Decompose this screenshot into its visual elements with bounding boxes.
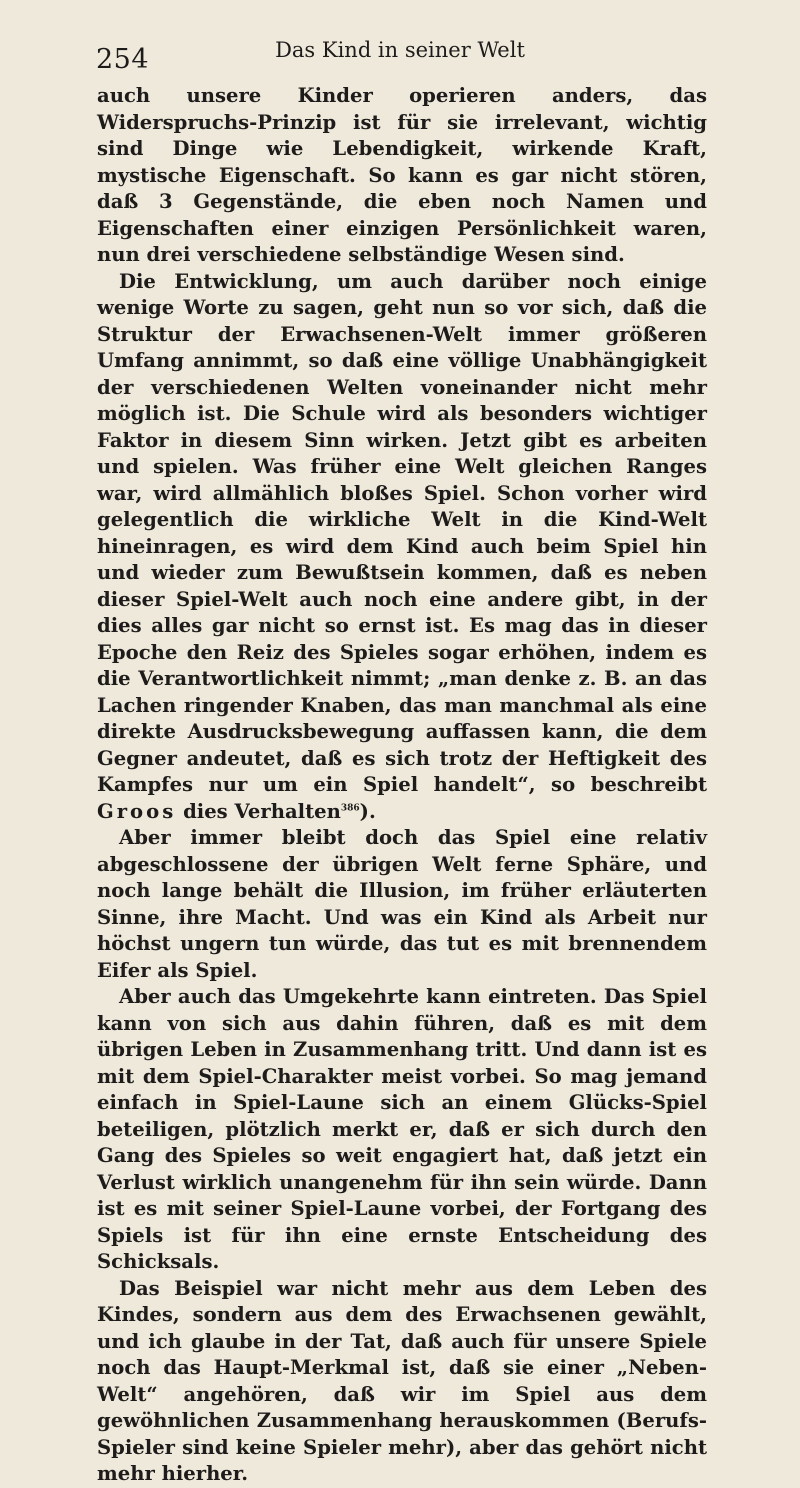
page-header bbox=[0, 38, 800, 78]
paragraph-4: Aber auch das Umgekehrte kann eintreten. Das Spiel kann von sich aus dahin führen, daß es mit dem übrigen Leben in Zusammenhang tritt. Und dann ist es mit dem Spiel-Charakter meist vorbei. So mag jemand einfach in Spiel-Laune sich an einem Glücks-Spiel beteiligen, plötzlich merkt er, daß er sich durch den Gang des Spieles so weit engagiert hat, daß jetzt ein Verlust wirklich unangenehm für ihn sein würde. Dann ist es mit seiner Spiel-Laune vorbei, der Fortgang des Spiels ist für ihn eine ernste Entscheidung des Schicksals. bbox=[97, 985, 707, 1273]
paragraph-2-text: Die Entwicklung, um auch darüber noch einige wenige Worte zu sagen, geht nun so vor sich, daß die Struktur der Erwachsenen-Welt immer größeren Umfang annimmt, so daß eine völlige Unabhängigkeit der verschiedenen Welten voneinander nicht mehr möglich ist. Die Schule wird als besonders wichtiger Faktor in diesem Sinn wirken. Jetzt gibt es arbeiten und spielen. Was früher eine Welt gleichen Ranges war, wird allmählich bloßes Spiel. Schon vorher wird gelegentlich die wirkliche Welt in die Kind-Welt hineinragen, es wird dem Kind auch beim Spiel hin und wieder zum Bewußtsein kommen, daß es neben dieser Spiel-Welt auch noch eine andere gibt, in der dies alles gar nicht so ernst ist. Es mag das in dieser Epoche den Reiz des Spieles sogar erhöhen, indem es die Verantwortlichkeit nimmt; „man denke z. B. an das Lachen ringender Knaben, das man manchmal als eine direkte Ausdrucksbewegung auffassen kann, die dem Gegner andeutet, daß es sich trotz der Heftigkeit des Kampfes nur um ein Spiel handelt“, so beschreibt bbox=[97, 269, 707, 796]
paragraph-2-end: ). bbox=[359, 799, 376, 823]
paragraph-3: Aber immer bleibt doch das Spiel eine relativ abgeschlossene der übrigen Welt ferne Sphäre, und noch lange behält die Illusion, im früher erläuterten Sinne, ihre Macht. Und was ein Kind als Arbeit nur höchst ungern tun würde, das tut es mit brennendem Eifer als Spiel. bbox=[97, 826, 707, 982]
page-number: 254 bbox=[96, 44, 150, 75]
body-text bbox=[97, 83, 707, 1488]
running-title: Das Kind in seiner Welt bbox=[275, 38, 525, 62]
paragraph-2 bbox=[97, 269, 707, 826]
footnote-ref: 386 bbox=[340, 802, 360, 813]
paragraph-1: auch unsere Kinder operieren anders, das Widerspruchs-Prinzip ist für sie irrelevant, wichtig sind Dinge wie Lebendigkeit, wirkende Kraft, mystische Eigenschaft. So kann es gar nicht stören, daß 3 Gegenstände, die eben noch Namen und Eigenschaften einer einzigen Persönlichkeit waren, nun drei verschiedene selbständige Wesen sind. bbox=[97, 84, 707, 266]
author-name: Groos bbox=[97, 799, 177, 823]
paragraph-5: Das Beispiel war nicht mehr aus dem Leben des Kindes, sondern aus dem des Erwachsenen gewählt, und ich glaube in der Tat, daß auch für unsere Spiele noch das Haupt-Merkmal ist, daß sie einer „Neben-Welt“ angehören, daß wir im Spiel aus dem gewöhnlichen Zusammenhang herauskommen (Berufs-Spieler sind keine Spieler mehr), aber das gehört nicht mehr hierher. bbox=[97, 1276, 707, 1485]
paragraph-2-tail: dies Verhalten bbox=[183, 799, 341, 823]
